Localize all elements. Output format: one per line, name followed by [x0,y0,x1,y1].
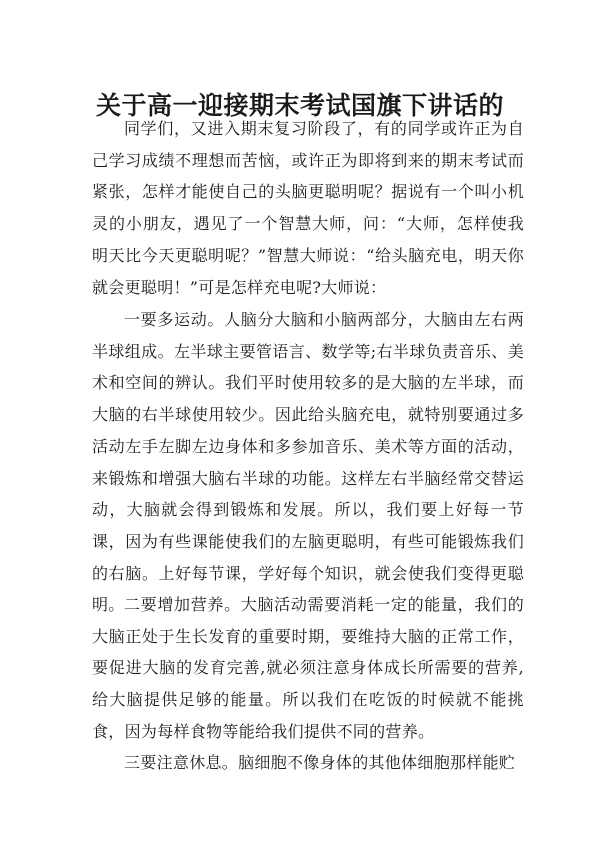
paragraph-intro: 同学们，又进入期末复习阶段了，有的同学或许正为自己学习成绩不理想而苦恼，或许正为即将到来的期末考试而紧张，怎样才能使自己的头脑更聪明呢？据说有一个叫小机灵的小朋友，遇见了一个智慧大师，问：“大师，怎样使我明天比今天更聪明呢？”智慧大师说：“给头脑充电，明天你就会更聪明！”可是怎样充电呢?大师说： [92,119,524,297]
paragraph-rest: 三要注意休息。脑细胞不像身体的其他体细胞那样能贮 [124,753,516,772]
paragraph-exercise: 一要多运动。人脑分大脑和小脑两部分，大脑由左右两半球组成。左半球主要管语言、数学等;右半球负责音乐、美术和空间的辨认。我们平时使用较多的是大脑的左半球，而大脑的右半球使用较少。因此给头脑充电，就特别要通过多活动左手左脚左边身体和多参加音乐、美术等方面的活动，来锻炼和增强大脑右半球的功能。这样左右半脑经常交替运动，大脑就会得到锻炼和发展。所以，我们要上好每一节课，因为有些课能使我们的左脑更聪明，有些可能锻炼我们的右脑。上好每节课，学好每个知识，就会使我们变得更聪明。 [92,310,524,615]
document-title: 关于高一迎接期末考试国旗下讲话的 [95,90,504,120]
paragraph-nutrition: 二要增加营养。大脑活动需要消耗一定的能量，我们的大脑正处于生长发育的重要时期，要维持大脑的正常工作，要促进大脑的发育完善,就必须注意身体成长所需要的营养,给大脑提供足够的能量。所以我们在吃饭的时候就不能挑食，因为每样食物等能给我们提供不同的营养。 [92,595,524,741]
